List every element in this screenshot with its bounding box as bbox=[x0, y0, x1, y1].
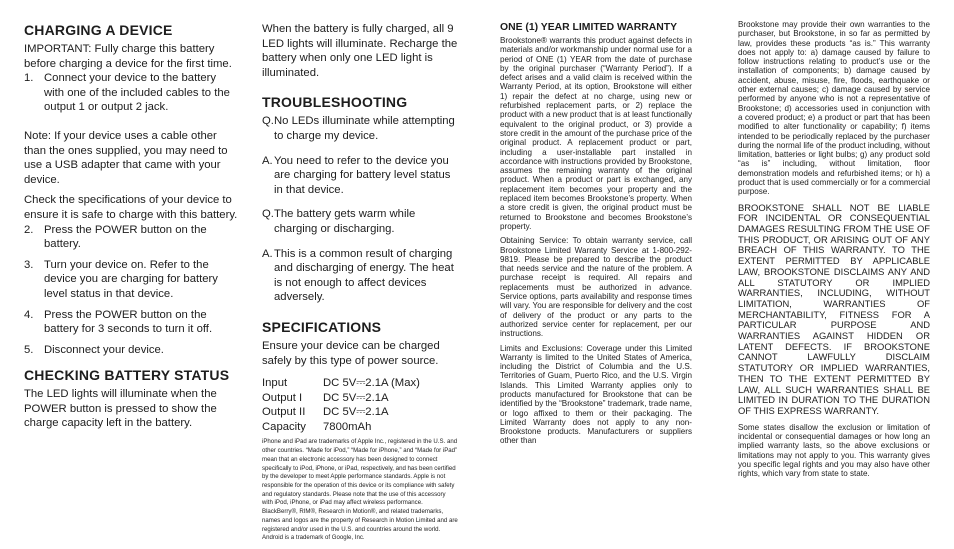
qa-label: A. bbox=[262, 247, 273, 260]
step-text: Press the POWER button on the battery. bbox=[44, 223, 207, 251]
spec-row bbox=[262, 391, 420, 406]
limits-text: Coverage under this Limited Warranty is limited to the United States of America, including the District of Columbia and the U.S. Territories of Guam, Puerto Rico, and the U.S. Virgin Islands. This Limited Warranty applies only to products manufactured for Brookstone that can be identified by the “Brookstone” trademark, trade name, or logo affixed to them or their packaging. The Limited Warranty does not apply to any non-Brookstone products. Manufacturers or suppliers other than bbox=[500, 343, 692, 446]
limits-label: Limits and Exclusions: bbox=[500, 343, 583, 353]
step-item bbox=[24, 223, 238, 252]
qa-item bbox=[262, 207, 458, 236]
step-text: Press the POWER button on the battery for 3 seconds to turn it off. bbox=[44, 308, 213, 336]
step-number: 2. bbox=[24, 223, 34, 236]
specifications-table bbox=[262, 376, 420, 434]
spec-row bbox=[262, 420, 420, 435]
state-rights-paragraph: Some states disallow the exclusion or limitation of incidental or consequential damages or how long an implied warranty lasts, so the above exclusions or limitations may not apply to you. This warranty gives you specific legal rights and you may also have other rights, which vary from state to state. bbox=[738, 422, 930, 479]
spec-key: Capacity bbox=[262, 420, 306, 433]
warranty-title: ONE (1) YEAR LIMITED WARRANTY bbox=[500, 22, 678, 33]
spec-value: DC 5V⎓2.1A bbox=[323, 391, 389, 404]
limits-paragraph bbox=[500, 344, 692, 446]
step-text: Disconnect your device. bbox=[44, 343, 164, 356]
state-rights-body bbox=[738, 423, 930, 479]
qa-item bbox=[262, 154, 458, 198]
section-title-charging: CHARGING A DEVICE bbox=[24, 22, 173, 38]
service-phone-number: 1-800-292-9819 bbox=[500, 245, 692, 264]
section-title-specifications: SPECIFICATIONS bbox=[262, 318, 382, 335]
spec-row bbox=[262, 405, 420, 420]
qa-text: The battery gets warm while charging or discharging. bbox=[274, 208, 416, 235]
qa-text: This is a common result of charging and discharging of energy. The heat is not enough to affect devices adversely. bbox=[274, 247, 454, 304]
section-title-battery-status: CHECKING BATTERY STATUS bbox=[24, 367, 230, 384]
spec-key: Output I bbox=[262, 391, 303, 404]
column-troubleshooting bbox=[262, 22, 458, 543]
qa-item bbox=[262, 247, 458, 305]
qa-label: A. bbox=[262, 154, 273, 167]
exclusions-body bbox=[738, 20, 930, 197]
full-charge-text: When the battery is fully charged, all 9 LED lights will illuminate. Recharge the battery when only one LED light is illuminated. bbox=[262, 23, 458, 79]
obtaining-service-paragraph bbox=[500, 236, 692, 338]
steps-list-a bbox=[24, 71, 238, 115]
spec-row bbox=[262, 376, 420, 391]
step-item bbox=[24, 258, 238, 302]
battery-status-text: The LED lights will illuminate when the POWER button is pressed to show the charge capacity left in the battery. bbox=[24, 388, 217, 430]
step-item bbox=[24, 308, 238, 337]
step-number: 5. bbox=[24, 343, 34, 356]
step-number: 1. bbox=[24, 72, 34, 85]
liability-disclaimer: BROOKSTONE SHALL NOT BE LIABLE FOR INCIDENTAL OR CONSEQUENTIAL DAMAGES RESULTING FROM THE USE OF THIS PRODUCT, OR ARISING OUT OF ANY BREACH OF THIS WARRANTY. TO THE EXTENT PERMITTED BY APPLICABLE LAW, BROOKSTONE DISCLAIMS ANY AND ALL STATUTORY OR IMPLIED WARRANTIES, INCLUDING, WITHOUT LIMITATION, WARRANTIES OF MERCHANTABILITY, FITNESS FOR A PARTICULAR PURPOSE AND WARRANTIES AGAINST HIDDEN OR LATENT DEFECTS. IF BROOKSTONE CANNOT LAWFULLY DISCLAIM STATUTORY OR IMPLIED WARRANTIES, THEN TO THE EXTENT PERMITTED BY LAW, ALL SUCH WARRANTIES SHALL BE LIMITED IN DURATION TO THE DURATION OF THIS EXPRESS WARRANTY. bbox=[738, 201, 930, 416]
check-specifications-note: Check the specifications of your device to ensure it is safe to charge with this battery. bbox=[24, 194, 238, 221]
step-text: Connect your device to the battery with one of the included cables to the output 1 or output 2 jack. bbox=[44, 72, 230, 114]
spec-key: Input bbox=[262, 377, 288, 390]
step-number: 3. bbox=[24, 258, 34, 271]
spec-value: DC 5V⎓2.1A (Max) bbox=[323, 377, 420, 390]
qa-item bbox=[262, 114, 458, 143]
qa-text: You need to refer to the device you are charging for battery level status in that device. bbox=[274, 154, 451, 196]
column-warranty-continued bbox=[738, 20, 930, 478]
cable-note: Note: If your device uses a cable other than the ones supplied, you may need to use a USB adapter that came with your device. bbox=[24, 129, 228, 186]
qa-label: Q. bbox=[262, 115, 274, 128]
obtaining-service-text: To obtain warranty service, call Brookstone Limited Warranty Service at bbox=[500, 236, 693, 255]
column-warranty bbox=[500, 22, 692, 446]
column-charging bbox=[24, 22, 238, 431]
warranty-body bbox=[500, 36, 692, 446]
obtaining-service-text-2: . Please be prepared to describe the product that needs service and the nature of the problem. A purchase receipt is required. All repairs and replacements must be authorized in advance. Service options, parts availability and response times will vary. You are responsible for delivery and the cost of delivery of the product or any parts to the authorized service center for replacement, per our instructions. bbox=[500, 254, 692, 339]
spec-key: Output II bbox=[262, 406, 306, 419]
spec-value: DC 5V⎓2.1A bbox=[323, 406, 389, 419]
step-item bbox=[24, 343, 238, 358]
section-title-troubleshooting: TROUBLESHOOTING bbox=[262, 94, 408, 111]
step-text: Turn your device on. Refer to the device you are charging for battery level status in that device. bbox=[44, 258, 218, 300]
qa-label: Q. bbox=[262, 208, 274, 221]
warranty-paragraph: Brookstone® warrants this product against defects in materials and/or workmanship under normal use for a period of ONE (1) YEAR from the date of purchase by the original purchaser (“Warranty Period”). If a defect arises and a valid claim is received within the Warranty Period, at its option, Brookstone will either 1) repair the defect at no charge, using new or refurbished replacement parts, or 2) replace the product with a new product that is at least functionally equivalent to the original product, or 3) provide a store credit in the amount of the purchase price of the original product. A replacement product or part, including a user-installable part installed in accordance with instructions provided by Brookstone, assumes the remaining warranty of the original product. When a product or part is exchanged, any replacement item becomes your property and the replaced item becomes Brookstone’s property. When a store credit is given, the original product must be returned to Brookstone and becomes Brookstone’s property. bbox=[500, 36, 692, 231]
qa-text: No LEDs illuminate while attempting to charge my device. bbox=[274, 115, 455, 142]
specifications-intro: Ensure your device can be charged safely by this type of power source. bbox=[262, 339, 440, 367]
important-note: IMPORTANT: Fully charge this battery before charging a device for the first time. bbox=[24, 43, 232, 70]
trademark-notice: iPhone and iPad are trademarks of Apple Inc., registered in the U.S. and other countries. “Made for iPod,” “Made for iPhone,” and “Made for iPad” mean that an electronic accessory has been designed to connect specifically to iPod, iPhone, or iPad, respectively, and has been certified by the developer to meet Apple performance standards. Apple is not responsible for the operation of this device or its compliance with safety and regulatory standards. Please note that the use of this accessory with iPod, iPhone, or iPad may affect wireless performance. BlackBerry®, RIM®, Research in Motion®, and related trademarks, names and logos are the property of Research in Motion Limited and are registered and/or used in the U.S. and countries around the world. Android is a trademark of Google, Inc. bbox=[262, 438, 458, 542]
step-item bbox=[24, 71, 238, 115]
step-number: 4. bbox=[24, 308, 34, 321]
spec-value: 7800mAh bbox=[323, 420, 372, 433]
exclusions-paragraph: Brookstone may provide their own warranties to the purchaser, but Brookstone, in so far as permitted by law, provides these products “as is.” This warranty does not apply to: a) damage caused by failure to follow instructions relating to product’s use or the installation of components; b) damage caused by accident, abuse, misuse, fire, floods, earthquake or other external causes; c) damage caused by service performed by anyone who is not a representative of Brookstone; d) accessories used in conjunction with a covered product; e) a product or part that has been modified to alter functionality or capability; f) items intended to be periodically replaced by the purchaser during the normal life of the product including, without limitation, batteries or light bulbs; g) any product sold “as is” including, without limitation, floor demonstration models and refurbished items; or h) a product that is used commercially or for a commercial purpose. bbox=[738, 20, 930, 197]
steps-list-b bbox=[24, 223, 238, 358]
obtaining-service-label: Obtaining Service: bbox=[500, 236, 569, 246]
